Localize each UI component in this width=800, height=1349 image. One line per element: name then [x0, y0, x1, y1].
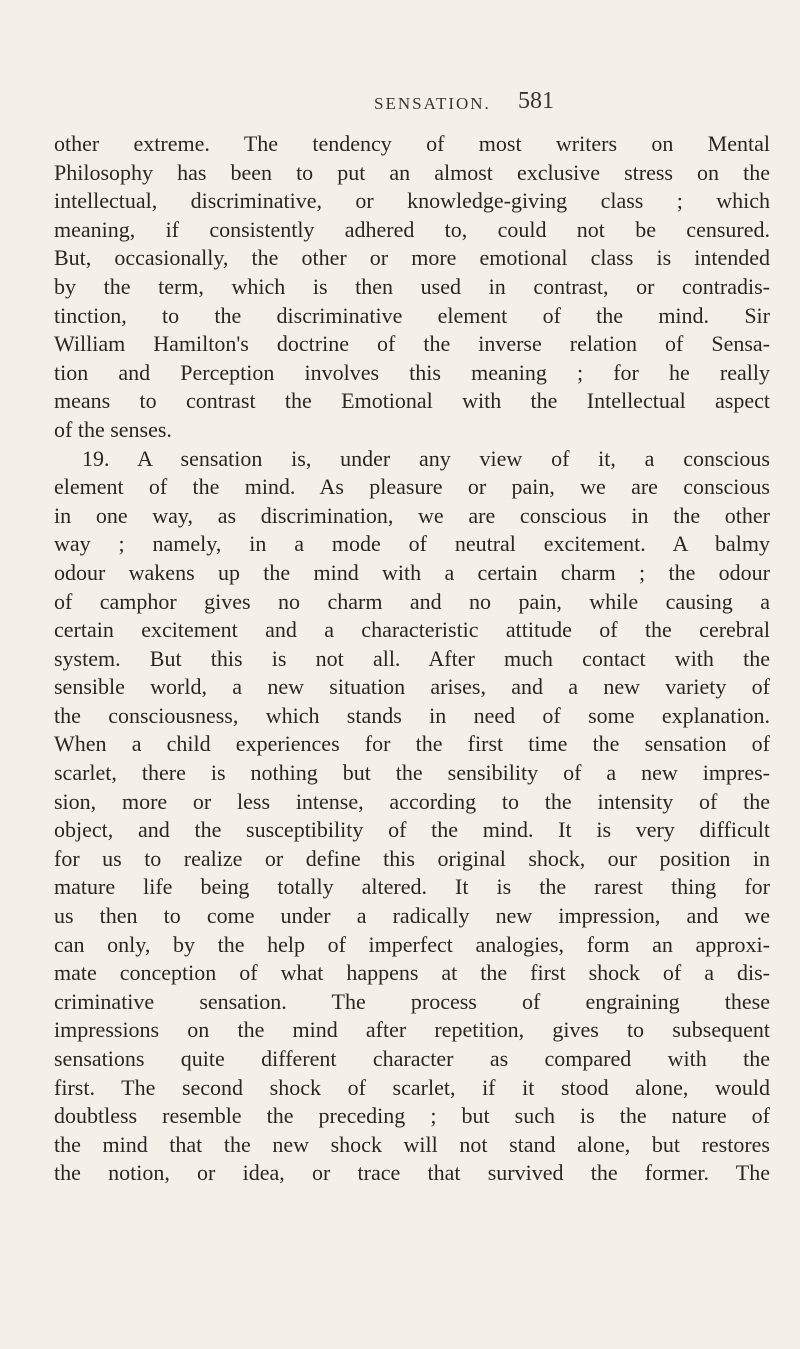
text-line: can only, by the help of imperfect analogies, form an approxi- [54, 931, 770, 957]
text-line: way ; namely, in a mode of neutral excitement. A balmy [54, 531, 770, 557]
text-line: But, occasionally, the other or more emotional class is intended [54, 245, 770, 271]
running-title: SENSATION. [374, 94, 491, 113]
text-line: means to contrast the Emotional with the Intellectual aspect [54, 388, 770, 414]
text-line: certain excitement and a characteristic attitude of the cerebral [54, 617, 770, 643]
text-line: sensations quite different character as compared with the [54, 1046, 770, 1071]
text-line: the mind that the new shock will not stand alone, but restores [54, 1131, 770, 1157]
text-line: us then to come under a radically new impression, and we [54, 903, 770, 929]
text-line: mate conception of what happens at the first shock of a dis- [54, 960, 770, 986]
text-line: system. But this is not all. After much contact with the [54, 645, 770, 671]
text-line: first. The second shock of scarlet, if it stood alone, would [54, 1074, 770, 1100]
text-line: criminative sensation. The process of engraining these [54, 988, 770, 1014]
text-line: William Hamilton's doctrine of the inverse relation of Sensa- [54, 331, 770, 357]
text-line: odour wakens up the mind with a certain charm ; the odour [54, 559, 770, 585]
text-line: the notion, or idea, or trace that survived the former. The [54, 1160, 770, 1186]
paragraph-start-line: 19. A sensation is, under any view of it, a conscious [82, 445, 770, 471]
text-line: the consciousness, which stands in need of some explanation. [54, 702, 770, 728]
body-text [54, 130, 770, 1188]
text-line: tion and Perception involves this meaning ; for he really [54, 359, 770, 385]
page-number: 581 [518, 88, 554, 114]
text-line: by the term, which is then used in contrast, or contradis- [54, 273, 770, 299]
text-line: impressions on the mind after repetition, gives to subsequent [54, 1017, 770, 1043]
text-line: other extreme. The tendency of most writers on Mental [54, 131, 770, 156]
text-line: for us to realize or define this original shock, our position in [54, 845, 770, 871]
text-line: meaning, if consistently adhered to, could not be censured. [54, 216, 770, 242]
text-line: intellectual, discriminative, or knowledge-giving class ; which [54, 188, 770, 214]
text-line: in one way, as discrimination, we are conscious in the other [54, 502, 770, 528]
text-line: scarlet, there is nothing but the sensibility of a new impres- [54, 760, 770, 786]
text-line: Philosophy has been to put an almost exclusive stress on the [54, 159, 770, 185]
text-line: mature life being totally altered. It is the rarest thing for [54, 874, 770, 900]
text-line: of the senses. [54, 416, 172, 442]
text-line: tinction, to the discriminative element of the mind. Sir [54, 302, 770, 328]
text-line: doubtless resemble the preceding ; but such is the nature of [54, 1103, 770, 1129]
text-line: sion, more or less intense, according to the intensity of the [54, 788, 770, 814]
text-line: object, and the susceptibility of the mind. It is very difficult [54, 817, 770, 843]
text-line: When a child experiences for the first time the sensation of [54, 731, 770, 757]
text-line: sensible world, a new situation arises, and a new variety of [54, 674, 770, 700]
text-line: element of the mind. As pleasure or pain, we are conscious [54, 474, 770, 500]
running-head [0, 88, 800, 118]
text-line: of camphor gives no charm and no pain, while causing a [54, 588, 770, 614]
